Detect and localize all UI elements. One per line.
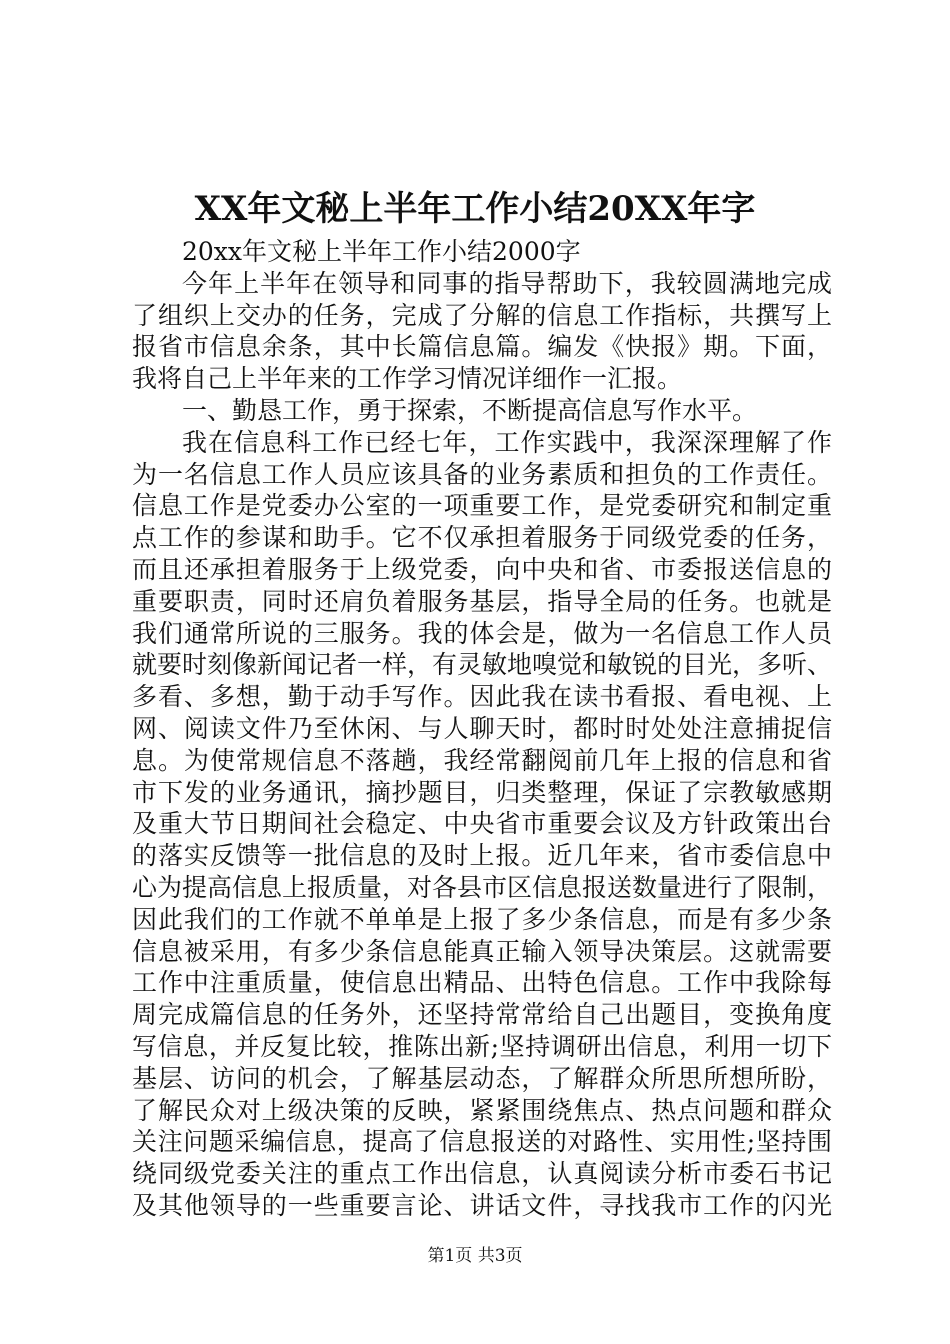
body-line: 网、阅读文件乃至休闲、与人聊天时，都时时处处注意捕捉信 (132, 713, 832, 743)
body-line: 心为提高信息上报质量，对各县市区信息报送数量进行了限制， (132, 872, 833, 902)
body-line: 信息被采用，有多少条信息能真正输入领导决策层。这就需要 (132, 936, 832, 966)
body-line: 工作中注重质量，使信息出精品、出特色信息。工作中我除每 (132, 968, 832, 998)
body-line: 多看、多想，勤于动手写作。因此我在读书看报、看电视、上 (132, 682, 832, 712)
body-line: 绕同级党委关注的重点工作出信息，认真阅读分析市委石书记 (132, 1159, 832, 1189)
body-line: 市下发的业务通讯，摘抄题目，归类整理，保证了宗教敏感期 (132, 777, 832, 807)
body-line: 我将自己上半年来的工作学习情况详细作一汇报。 (132, 364, 683, 394)
body-line: 我们通常所说的三服务。我的体会是，做为一名信息工作人员 (132, 618, 832, 648)
body-line: 重要职责，同时还肩负着服务基层，指导全局的任务。也就是 (132, 586, 832, 616)
body-line: 因此我们的工作就不单单是上报了多少条信息，而是有多少条 (132, 904, 832, 934)
body-line: 及重大节日期间社会稳定、中央省市重要会议及方针政策出台 (132, 809, 832, 839)
body-line: 基层、访问的机会，了解基层动态，了解群众所思所想所盼， (132, 1063, 832, 1093)
body-line: 的落实反馈等一批信息的及时上报。近几年来，省市委信息中 (132, 841, 832, 871)
body-line: 今年上半年在领导和同事的指导帮助下，我较圆满地完成 (182, 268, 832, 298)
body-line: 信息工作是党委办公室的一项重要工作，是党委研究和制定重 (132, 491, 832, 521)
body-line: 为一名信息工作人员应该具备的业务素质和担负的工作责任。 (132, 459, 832, 489)
body-line: 了解民众对上级决策的反映，紧紧围绕焦点、热点问题和群众 (132, 1095, 832, 1125)
body-line: 关注问题采编信息，提高了信息报送的对路性、实用性;坚持围 (132, 1127, 832, 1157)
document-body (132, 236, 832, 1222)
body-line: 报省市信息余条，其中长篇信息篇。编发《快报》期。下面， (132, 332, 832, 362)
body-line: 我在信息科工作已经七年，工作实践中，我深深理解了作 (182, 427, 832, 457)
subtitle-line: 20xx年文秘上半年工作小结2000字 (182, 237, 581, 266)
body-line: 息。为使常规信息不落趟，我经常翻阅前几年上报的信息和省 (132, 745, 832, 775)
body-line: 就要时刻像新闻记者一样，有灵敏地嗅觉和敏锐的目光，多听、 (132, 650, 833, 680)
body-line: 及其他领导的一些重要言论、讲话文件，寻找我市工作的闪光 (132, 1190, 832, 1220)
section-heading: 一、勤恳工作，勇于探索，不断提高信息写作水平。 (182, 395, 758, 425)
body-line: 点工作的参谋和助手。它不仅承担着服务于同级党委的任务， (132, 523, 832, 553)
document-title: XX年文秘上半年工作小结20XX年字 (194, 189, 756, 229)
page-number-footer: 第1页 共3页 (427, 1246, 523, 1266)
body-line: 写信息，并反复比较，推陈出新;坚持调研出信息，利用一切下 (132, 1031, 832, 1061)
body-line: 而且还承担着服务于上级党委，向中央和省、市委报送信息的 (132, 554, 832, 584)
body-line: 了组织上交办的任务，完成了分解的信息工作指标，共撰写上 (132, 300, 832, 330)
body-line: 周完成篇信息的任务外，还坚持常常给自己出题目，变换角度 (132, 1000, 832, 1030)
